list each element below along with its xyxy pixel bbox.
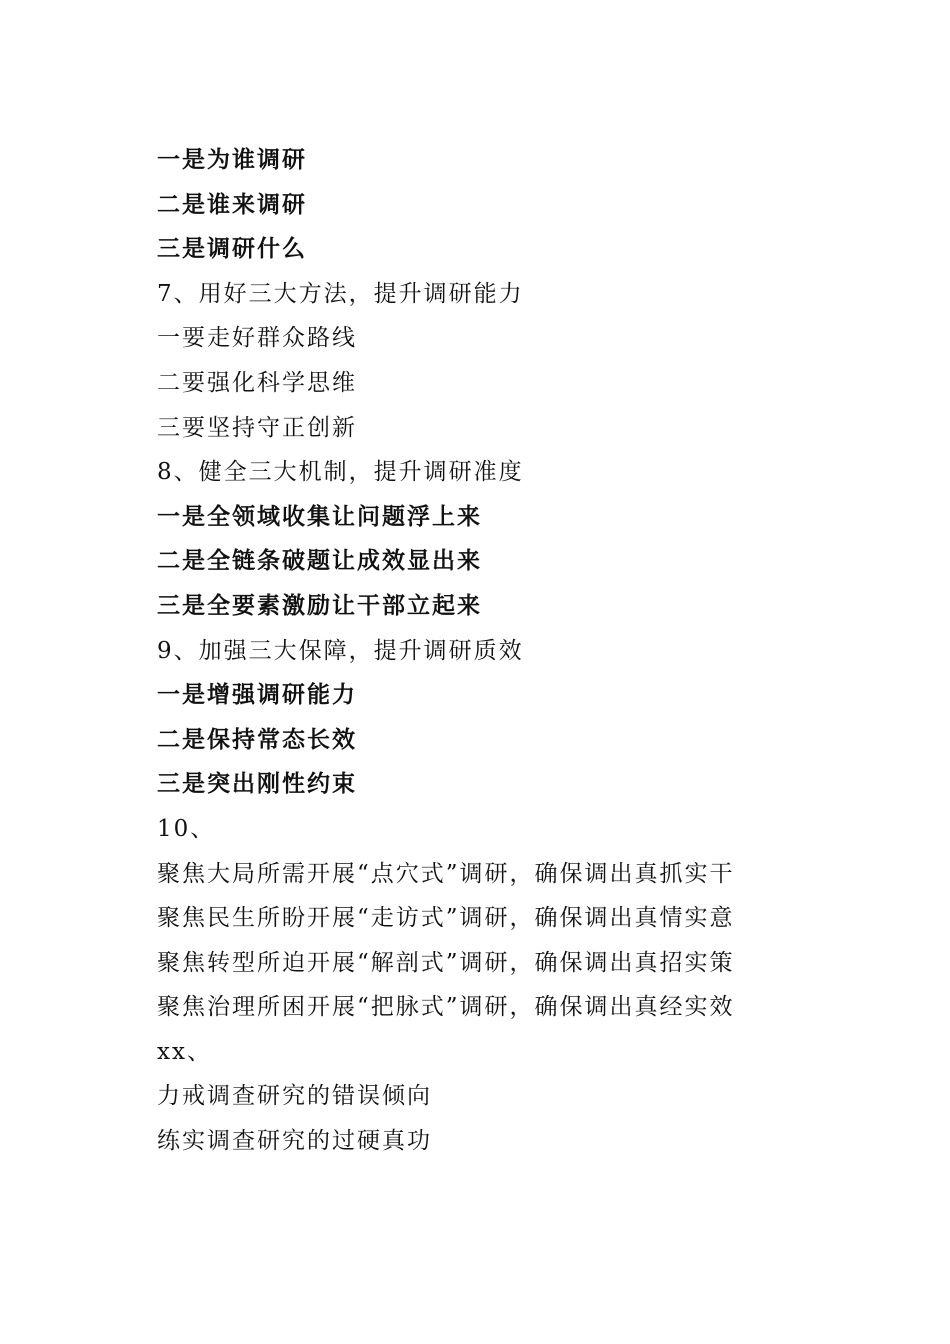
text-line: 三是突出刚性约束 — [157, 770, 357, 798]
text-line: 三是调研什么 — [157, 235, 307, 263]
text-line: 二要强化科学思维 — [157, 369, 357, 396]
text-line: 力戒调查研究的错误倾向 — [157, 1083, 432, 1110]
text-line: 二是全链条破题让成效显出来 — [157, 547, 482, 575]
text-line: 聚焦治理所困开展“把脉式”调研，确保调出真经实效 — [157, 994, 735, 1021]
text-line: 练实调查研究的过硬真功 — [157, 1128, 432, 1155]
text-line: 聚焦转型所迫开展“解剖式”调研，确保调出真招实策 — [157, 949, 735, 976]
text-line: 一是全领域收集让问题浮上来 — [157, 502, 482, 530]
section-heading: 7、用好三大方法，提升调研能力 — [157, 280, 524, 307]
text-line: 三是全要素激励让干部立起来 — [157, 591, 482, 619]
text-line: 三要坚持守正创新 — [157, 414, 357, 441]
text-line: 一要走好群众路线 — [157, 325, 357, 352]
text-line: 聚焦大局所需开展“点穴式”调研，确保调出真抓实干 — [157, 860, 735, 887]
section-heading: 10、 — [157, 815, 216, 842]
section-heading: 9、加强三大保障，提升调研质效 — [157, 637, 524, 664]
text-line: 二是保持常态长效 — [157, 725, 357, 753]
section-heading: 8、健全三大机制，提升调研准度 — [157, 459, 524, 486]
text-line: 一是为谁调研 — [157, 146, 307, 173]
section-heading: xx、 — [157, 1038, 212, 1065]
text-line: 聚焦民生所盼开展“走访式”调研，确保调出真情实意 — [157, 905, 735, 932]
document-body — [157, 138, 797, 1164]
text-line: 二是谁来调研 — [157, 190, 307, 218]
text-line: 一是增强调研能力 — [157, 681, 357, 709]
